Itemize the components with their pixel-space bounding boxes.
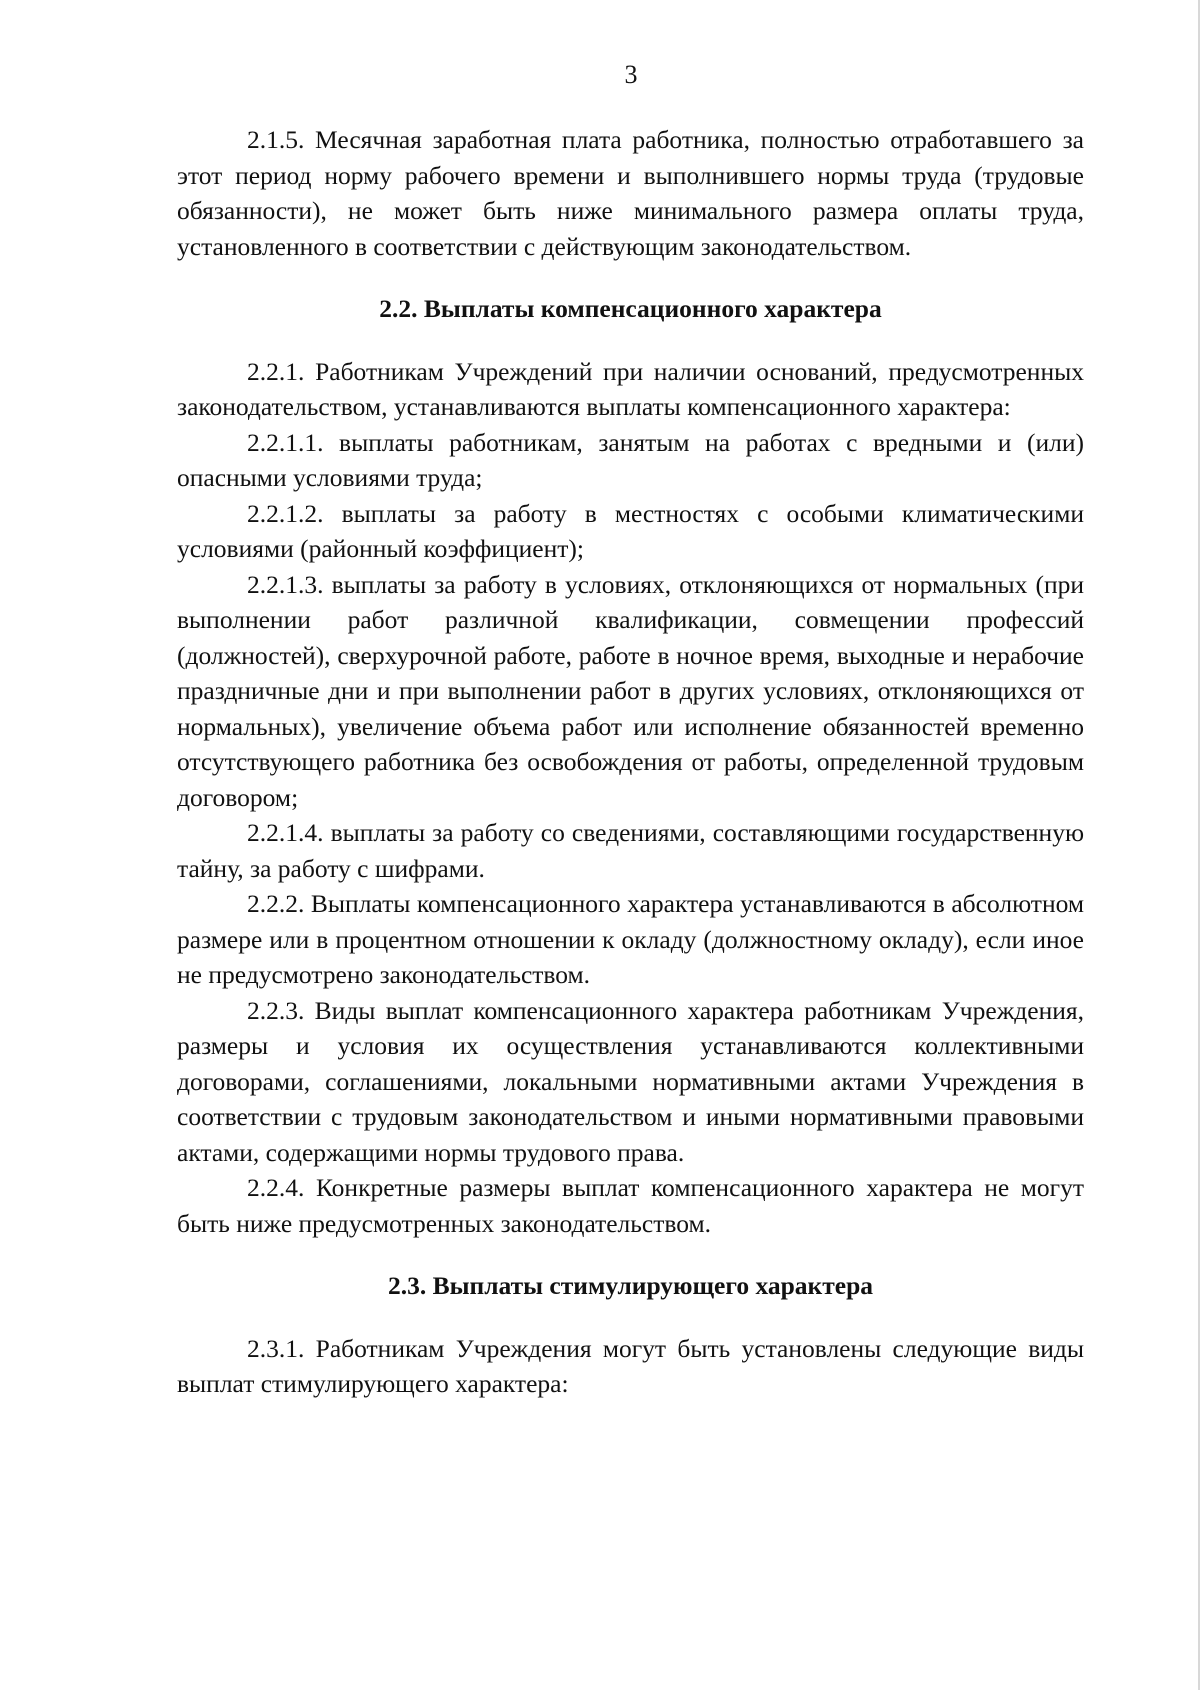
paragraph-2-2-1-4: 2.2.1.4. выплаты за работу со сведениями, составляющими государственную тайну, за работу с шифрами. <box>177 818 1084 883</box>
paragraph-2-2-1-1: 2.2.1.1. выплаты работникам, занятым на работах с вредными и (или) опасными условиями труда; <box>177 427 1084 492</box>
paragraph-2-2-1-2: 2.2.1.2. выплаты за работу в местностях с особыми климатическими условиями (районный коэффициент); <box>177 498 1084 563</box>
page-number: 3 <box>624 60 638 89</box>
section-heading-2-2: 2.2. Выплаты компенсационного характера <box>379 294 882 323</box>
paragraph-2-2-1: 2.2.1. Работникам Учреждений при наличии оснований, предусмотренных законодательством, устанавливаются выплаты компенсационного характера: <box>177 356 1084 421</box>
document-body <box>177 122 1084 1402</box>
paragraph-2-2-4: 2.2.4. Конкретные размеры выплат компенсационного характера не могут быть ниже предусмотренных законодательством. <box>177 1173 1084 1238</box>
paragraph-2-3-1: 2.3.1. Работникам Учреждения могут быть установлены следующие виды выплат стимулирующего характера: <box>177 1333 1084 1398</box>
paragraph-2-2-3: 2.2.3. Виды выплат компенсационного характера работникам Учреждения, размеры и условия их осуществления устанавливаются коллективными договорами, соглашениями, локальными нормативными актами Учреждения в соответствии с трудовым законодательством и иными нормативными правовыми актами, содержащими нормы трудового права. <box>177 995 1084 1167</box>
section-heading-2-3: 2.3. Выплаты стимулирующего характера <box>387 1271 874 1300</box>
paragraph-2-1-5: 2.1.5. Месячная заработная плата работника, полностью отработавшего за этот период норму рабочего времени и выполнившего нормы труда (трудовые обязанности), не может быть ниже минимального размера оплаты труда, установленного в соответствии с действующим законодательством. <box>177 125 1084 261</box>
paragraph-2-2-1-3: 2.2.1.3. выплаты за работу в условиях, отклоняющихся от нормальных (при выполнении работ различной квалификации, совмещении профессий (должностей), сверхурочной работе, работе в ночное время, выходные и нерабочие праздничные дни и при выполнении работ в других условиях, отклоняющихся от нормальных), увеличение объема работ или исполнение обязанностей временно отсутствующего работника без освобождения от работы, определенной трудовым договором; <box>177 569 1084 812</box>
paragraph-2-2-2: 2.2.2. Выплаты компенсационного характера устанавливаются в абсолютном размере или в процентном отношении к окладу (должностному окладу), если иное не предусмотрено законодательством. <box>177 889 1084 989</box>
